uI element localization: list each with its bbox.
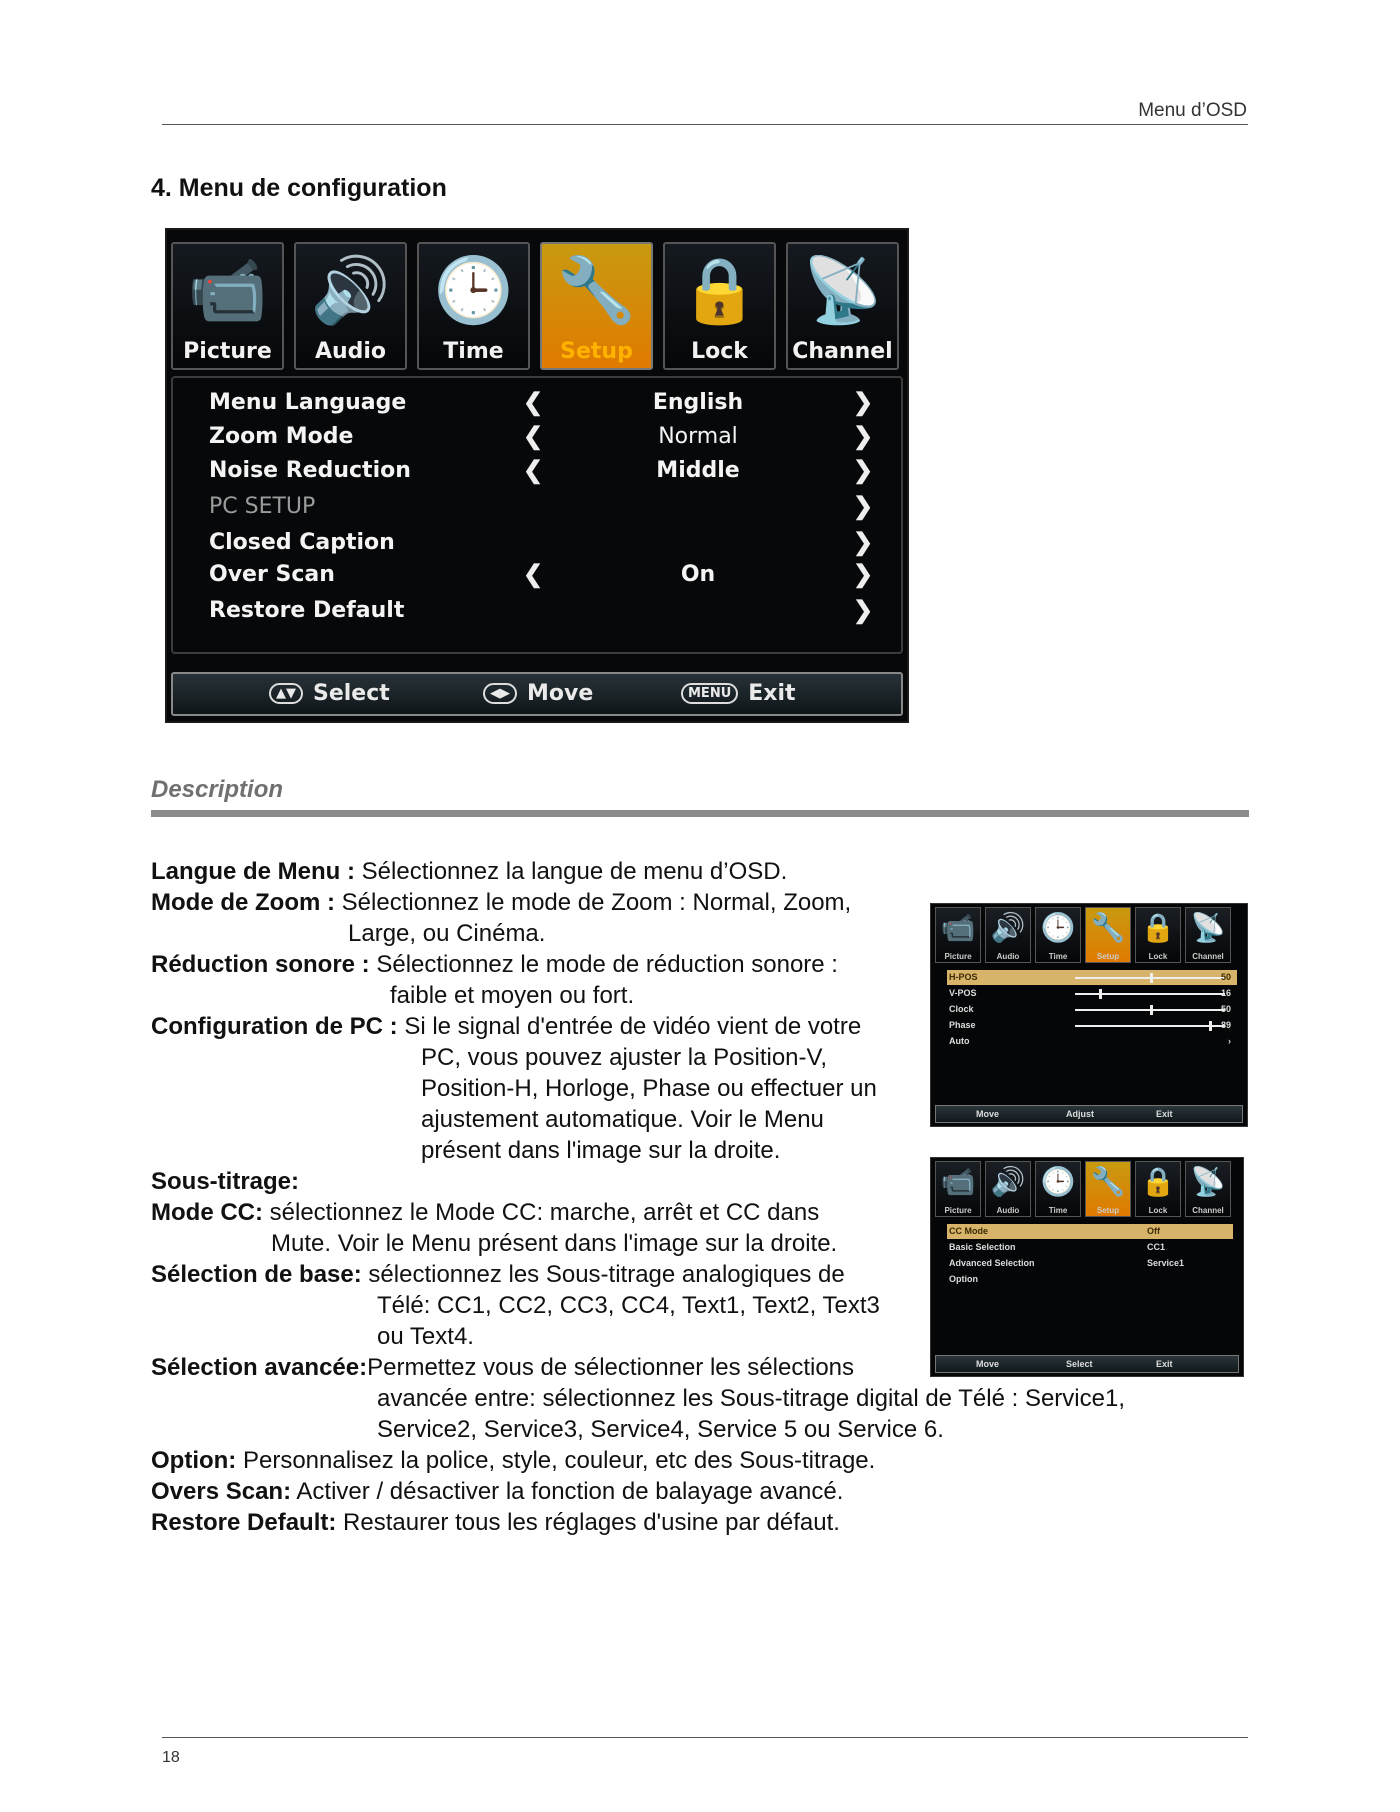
thumb-tab-icon: 🔧 <box>1090 1166 1126 1197</box>
thumb-row-label: H-POS <box>949 972 978 982</box>
thumb-tab-label: Picture <box>944 952 972 961</box>
osd-row <box>173 388 901 424</box>
description-text: avancée entre: sélectionnez les Sous-titrage digital de Télé : Service1, <box>377 1385 1125 1412</box>
description-line <box>377 1290 880 1321</box>
thumb-row <box>947 986 1237 1001</box>
description-term: Sélection de base: <box>151 1261 362 1288</box>
thumb-footer-hint: Move <box>976 1109 1000 1119</box>
thumb-slider-track <box>1075 993 1225 995</box>
thumb-row-label: Option <box>949 1274 978 1284</box>
thumb-tab-channel <box>1185 907 1231 963</box>
thumb-tab-time <box>1035 907 1081 963</box>
camcorder-icon: 📹 <box>187 254 268 326</box>
thumb-footer-hint: Exit <box>1156 1109 1173 1119</box>
description-text: PC, vous pouvez ajuster la Position-V, <box>421 1044 827 1071</box>
description-text: ajustement automatique. Voir le Menu <box>421 1106 824 1133</box>
menu-button-icon: MENU <box>681 683 738 704</box>
thumb-tab-icon: 🔧 <box>1090 912 1126 943</box>
thumb-tab-icon: 🕒 <box>1040 1166 1076 1197</box>
thumb-tab-label: Time <box>1048 1206 1068 1215</box>
thumb-row-value: › <box>1228 1036 1231 1046</box>
thumb-row <box>947 1272 1233 1287</box>
description-text: sélectionnez le Mode CC: marche, arrêt et CC dans <box>262 1199 820 1226</box>
osd-row <box>173 456 901 492</box>
thumb-tab-icon: 🕒 <box>1040 912 1076 943</box>
description-text: Sélectionnez le mode de réduction sonore : <box>369 951 838 978</box>
osd-tab-label: Time <box>443 339 504 364</box>
move-hint <box>483 681 593 706</box>
left-arrow-icon: ❮ <box>523 423 544 450</box>
thumb-slider-knob <box>1209 1021 1212 1031</box>
description-line <box>421 1042 827 1073</box>
osd-row-label: Over Scan <box>209 562 335 587</box>
up-down-buttons-icon: ▲▼ <box>269 683 303 704</box>
description-line <box>151 949 838 980</box>
thumb-row <box>947 1018 1237 1033</box>
osd-tab-label: Picture <box>183 339 272 364</box>
description-term: Mode de Zoom : <box>151 889 335 916</box>
thumb-tab-icon: 📹 <box>940 912 976 943</box>
description-line <box>151 856 787 887</box>
thumb-row-value: Off <box>1147 1226 1160 1236</box>
thumb-tab-label: Setup <box>1096 952 1120 961</box>
description-text: sélectionnez les Sous-titrage analogiques de <box>361 1261 845 1288</box>
thumb-tab-lock <box>1135 1161 1181 1217</box>
thumb-tab-icon: 📹 <box>940 1166 976 1197</box>
thumb-footer <box>935 1355 1239 1373</box>
osd-row-value: On <box>680 562 716 587</box>
osd-tab-lock <box>663 242 776 370</box>
description-line <box>390 980 634 1011</box>
right-arrow-icon: ❯ <box>853 529 874 556</box>
thumb-row <box>947 1002 1237 1017</box>
description-text: Service2, Service3, Service4, Service 5 ou Service 6. <box>377 1416 944 1443</box>
left-arrow-icon: ❮ <box>523 561 544 588</box>
osd-footer-bar <box>171 672 903 716</box>
osd-row-label: PC SETUP <box>209 494 316 519</box>
description-line <box>151 1476 843 1507</box>
description-line <box>271 1228 837 1259</box>
description-text: Personnalisez la police, style, couleur, etc des Sous-titrage. <box>236 1447 876 1474</box>
left-right-buttons-icon: ◀▶ <box>483 683 517 704</box>
osd-row-label: Restore Default <box>209 598 405 623</box>
description-text: présent dans l'image sur la droite. <box>421 1137 781 1164</box>
thumb-footer <box>935 1105 1243 1123</box>
osd-tab-label: Setup <box>560 339 633 364</box>
thumb-footer-hint: Select <box>1066 1359 1093 1369</box>
left-arrow-icon: ❮ <box>523 389 544 416</box>
thumb-row-label: CC Mode <box>949 1226 988 1236</box>
description-text: Large, ou Cinéma. <box>348 920 546 947</box>
speaker-music-icon: 🔊 <box>310 254 391 326</box>
thumb-slider-knob <box>1099 989 1102 999</box>
description-term: Sélection avancée: <box>151 1354 368 1381</box>
exit-label: Exit <box>748 681 796 706</box>
description-text: Mute. Voir le Menu présent dans l'image sur la droite. <box>271 1230 838 1257</box>
thumb-row <box>947 1256 1233 1271</box>
description-text: Permettez vous de sélectionner les sélections <box>367 1354 855 1381</box>
thumb-row-label: Basic Selection <box>949 1242 1016 1252</box>
osd-row <box>173 528 901 564</box>
description-line <box>377 1414 944 1445</box>
thumb-row <box>947 970 1237 985</box>
description-line <box>151 1011 861 1042</box>
osd-tab-label: Lock <box>691 339 748 364</box>
section-title: 4. Menu de configuration <box>151 174 447 202</box>
thumb-row-label: Clock <box>949 1004 974 1014</box>
osd-row-value: Normal <box>658 424 738 449</box>
right-arrow-icon: ❯ <box>853 457 874 484</box>
description-line <box>377 1383 1125 1414</box>
select-label: Select <box>313 681 390 706</box>
osd-row-label: Closed Caption <box>209 530 395 555</box>
thumb-footer-hint: Exit <box>1156 1359 1173 1369</box>
description-line <box>151 1352 854 1383</box>
thumb-tab-icon: 🔒 <box>1140 912 1176 943</box>
description-line <box>151 1197 819 1228</box>
osd-settings-list <box>171 376 903 654</box>
description-line <box>151 1259 845 1290</box>
right-arrow-icon: ❯ <box>853 493 874 520</box>
description-term: Mode CC: <box>151 1199 263 1226</box>
right-arrow-icon: ❯ <box>853 597 874 624</box>
description-line <box>421 1073 877 1104</box>
pc-setup-menu-thumbnail <box>930 903 1248 1127</box>
osd-row <box>173 560 901 596</box>
osd-row-value: English <box>652 390 744 415</box>
description-text: Position-H, Horloge, Phase ou effectuer un <box>421 1075 877 1102</box>
thumb-row <box>947 1240 1233 1255</box>
osd-tab-time <box>417 242 530 370</box>
tools-gear-icon: 🔧 <box>556 254 637 326</box>
thumb-row-label: V-POS <box>949 988 977 998</box>
thumb-tab-icon: 🔊 <box>990 1166 1026 1197</box>
description-line <box>377 1321 474 1352</box>
thumb-slider-knob <box>1150 1005 1153 1015</box>
osd-row <box>173 422 901 458</box>
description-line <box>421 1104 824 1135</box>
thumb-tab-audio <box>985 907 1031 963</box>
thumb-slider-track <box>1075 1025 1225 1027</box>
padlock-icon: 🔒 <box>679 254 760 326</box>
thumb-row-label: Advanced Selection <box>949 1258 1035 1268</box>
thumb-row-value: 89 <box>1220 1020 1231 1030</box>
thumb-tab-label: Lock <box>1148 1206 1168 1215</box>
description-term: Configuration de PC : <box>151 1013 398 1040</box>
thumb-footer-hint: Adjust <box>1066 1109 1094 1119</box>
description-line <box>151 1507 840 1538</box>
thumb-tab-icon: 📡 <box>1190 1166 1226 1197</box>
osd-tab-picture <box>171 242 284 370</box>
osd-tab-audio <box>294 242 407 370</box>
osd-tab-channel <box>786 242 899 370</box>
thumb-tab-lock <box>1135 907 1181 963</box>
osd-tab-label: Channel <box>792 339 893 364</box>
thumb-row-label: Phase <box>949 1020 976 1030</box>
description-text: Télé: CC1, CC2, CC3, CC4, Text1, Text2, Text3 <box>377 1292 880 1319</box>
osd-row-label: Zoom Mode <box>209 424 354 449</box>
move-label: Move <box>527 681 594 706</box>
thumb-tab-time <box>1035 1161 1081 1217</box>
select-hint <box>269 681 390 706</box>
right-arrow-icon: ❯ <box>853 389 874 416</box>
osd-row-value: Middle <box>656 458 740 483</box>
thumb-tab-label: Time <box>1048 952 1068 961</box>
thumb-tab-setup <box>1085 907 1131 963</box>
left-arrow-icon: ❮ <box>523 457 544 484</box>
description-line <box>151 887 851 918</box>
description-text: Activer / désactiver la fonction de balayage avancé. <box>291 1478 844 1505</box>
osd-row <box>173 492 901 528</box>
description-text: ou Text4. <box>377 1323 474 1350</box>
running-header: Menu d’OSD <box>1138 100 1247 121</box>
description-line <box>348 918 545 949</box>
thumb-tab-label: Setup <box>1096 1206 1120 1215</box>
thumb-row-label: Auto <box>949 1036 970 1046</box>
thumb-tab-audio <box>985 1161 1031 1217</box>
description-text: Sélectionnez la langue de menu d’OSD. <box>355 858 788 885</box>
right-arrow-icon: ❯ <box>853 561 874 588</box>
osd-tab-setup <box>540 242 653 370</box>
thumb-tab-icon: 🔊 <box>990 912 1026 943</box>
description-term: Langue de Menu : <box>151 858 355 885</box>
description-line <box>151 1166 299 1197</box>
osd-row-label: Menu Language <box>209 390 407 415</box>
thumb-tab-icon: 🔒 <box>1140 1166 1176 1197</box>
thumb-tab-label: Channel <box>1192 1206 1224 1215</box>
osd-row-label: Noise Reduction <box>209 458 411 483</box>
description-text: Sélectionnez le mode de Zoom : Normal, Zoom, <box>334 889 852 916</box>
thumb-slider-knob <box>1150 973 1153 983</box>
osd-row <box>173 596 901 632</box>
description-term: Overs Scan: <box>151 1478 292 1505</box>
description-heading: Description <box>151 776 284 803</box>
footer-divider <box>162 1737 1248 1738</box>
thumb-footer-hint: Move <box>976 1359 1000 1369</box>
thumb-tab-picture <box>935 907 981 963</box>
description-text: faible et moyen ou fort. <box>390 982 635 1009</box>
thumb-tab-label: Audio <box>996 952 1020 961</box>
description-divider <box>151 810 1249 817</box>
thumb-tab-label: Channel <box>1192 952 1224 961</box>
thumb-tab-label: Audio <box>996 1206 1020 1215</box>
osd-tab-label: Audio <box>314 339 387 364</box>
thumb-row-value: 16 <box>1220 988 1231 998</box>
description-term: Option: <box>151 1447 237 1474</box>
description-text: Restaurer tous les réglages d'usine par défaut. <box>336 1509 840 1536</box>
header-divider <box>162 124 1248 125</box>
thumb-row-value: 50 <box>1220 972 1231 982</box>
description-line <box>151 1445 875 1476</box>
thumb-tab-picture <box>935 1161 981 1217</box>
closed-caption-menu-thumbnail <box>930 1157 1244 1377</box>
description-term: Restore Default: <box>151 1509 337 1536</box>
description-term: Sous-titrage: <box>151 1168 300 1195</box>
thumb-row-value: 50 <box>1220 1004 1231 1014</box>
thumb-tab-icon: 📡 <box>1190 912 1226 943</box>
thumb-tab-setup <box>1085 1161 1131 1217</box>
page-number: 18 <box>162 1749 180 1766</box>
exit-hint <box>681 681 796 706</box>
thumb-row-value: CC1 <box>1147 1242 1166 1252</box>
thumb-row <box>947 1224 1233 1239</box>
satellite-dish-icon: 📡 <box>802 254 883 326</box>
description-term: Réduction sonore : <box>151 951 370 978</box>
description-line <box>421 1135 780 1166</box>
thumb-tab-channel <box>1185 1161 1231 1217</box>
clock-icon: 🕒 <box>433 254 514 326</box>
thumb-tab-label: Picture <box>944 1206 972 1215</box>
thumb-row-value: Service1 <box>1147 1258 1185 1268</box>
thumb-tab-label: Lock <box>1148 952 1168 961</box>
description-text: Si le signal d'entrée de vidéo vient de votre <box>397 1013 862 1040</box>
right-arrow-icon: ❯ <box>853 423 874 450</box>
thumb-row <box>947 1034 1237 1049</box>
setup-menu-screenshot <box>165 228 909 723</box>
